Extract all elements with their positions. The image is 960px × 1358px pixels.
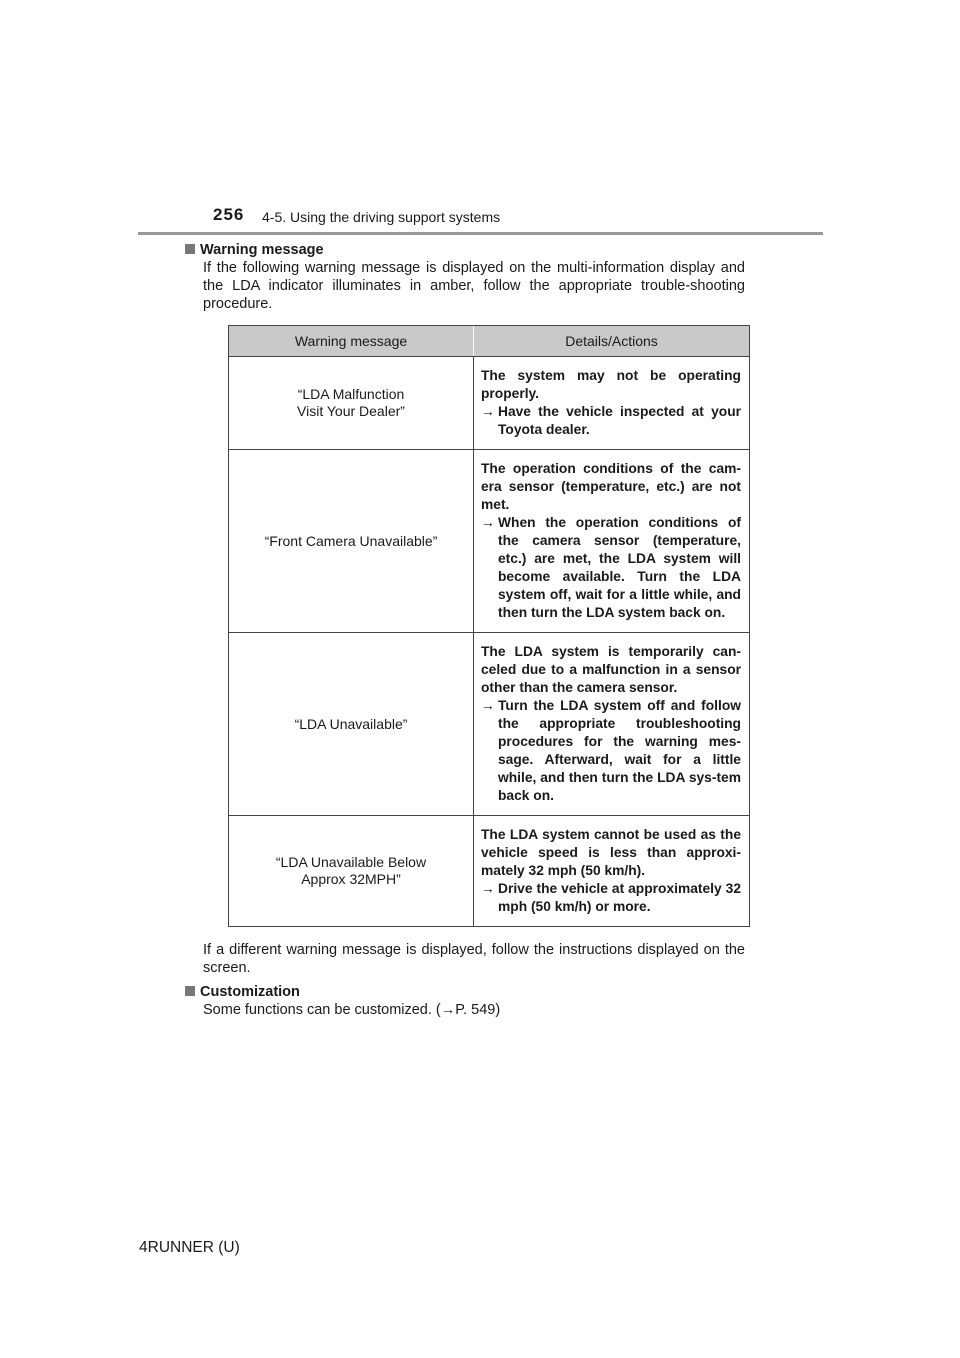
action-item: → Drive the vehicle at approximately 32 mph (50 km/h) or more. bbox=[481, 881, 741, 914]
warning-message-cell: “LDA Unavailable” bbox=[229, 633, 474, 816]
details-cell bbox=[474, 450, 750, 633]
action-item: → Turn the LDA system off and follow the appropriate troubleshooting procedures for the warning mes-sage. Afterward, wait for a little while, and then turn the LDA sys-tem back on. bbox=[481, 698, 741, 803]
footer-model-label: 4RUNNER (U) bbox=[139, 1239, 240, 1256]
customization-heading: Customization bbox=[185, 983, 745, 1001]
details-text: The LDA system cannot be used as the vehicle speed is less than approxi-mately 32 mph (50 km/h). bbox=[481, 827, 741, 878]
page-reference-link[interactable]: P. 549 bbox=[455, 1002, 496, 1018]
square-bullet-icon bbox=[185, 986, 195, 996]
header-divider bbox=[138, 232, 823, 235]
details-cell bbox=[474, 816, 750, 927]
details-text: The LDA system is temporarily can-celed due to a malfunction in a sensor other than the camera sensor. bbox=[481, 644, 741, 695]
table-row bbox=[229, 357, 750, 450]
warning-message-cell: “LDA Unavailable Below Approx 32MPH” bbox=[229, 816, 474, 927]
table-row bbox=[229, 450, 750, 633]
customization-text: Some functions can be customized. (→P. 549) bbox=[203, 1002, 501, 1018]
arrow-right-icon: → bbox=[481, 515, 495, 530]
table-row bbox=[229, 816, 750, 927]
table-row bbox=[229, 633, 750, 816]
action-item: → Have the vehicle inspected at your Toyota dealer. bbox=[481, 404, 741, 437]
details-cell bbox=[474, 357, 750, 450]
warning-note: If a different warning message is displayed, follow the instructions displayed on the screen. bbox=[203, 942, 745, 976]
arrow-right-icon: → bbox=[481, 881, 495, 896]
warning-message-cell: “LDA Malfunction Visit Your Dealer” bbox=[229, 357, 474, 450]
details-text: The system may not be operating properly. bbox=[481, 368, 741, 401]
warning-table bbox=[228, 325, 750, 927]
page-content bbox=[185, 241, 745, 1019]
table-header-row bbox=[229, 326, 750, 357]
page-number: 256 bbox=[213, 205, 245, 224]
col-header-warning-message: Warning message bbox=[229, 326, 474, 357]
square-bullet-icon bbox=[185, 244, 195, 254]
action-item: → When the operation conditions of the camera sensor (temperature, etc.) are met, the LDA system will become available. Turn the LDA system off, wait for a little while, and then turn the LDA system back on. bbox=[481, 515, 741, 620]
details-cell bbox=[474, 633, 750, 816]
arrow-right-icon: → bbox=[440, 1002, 456, 1018]
warning-intro: If the following warning message is displayed on the multi-information display and the LDA indicator illuminates in amber, follow the appropriate trouble-shooting procedure. bbox=[203, 260, 745, 312]
col-header-details-actions: Details/Actions bbox=[474, 326, 750, 357]
warning-message-heading: Warning message bbox=[185, 241, 745, 259]
section-title: 4-5. Using the driving support systems bbox=[262, 209, 501, 225]
arrow-right-icon: → bbox=[481, 698, 495, 713]
details-text: The operation conditions of the cam-era sensor (temperature, etc.) are not met. bbox=[481, 461, 741, 512]
arrow-right-icon: → bbox=[481, 404, 495, 419]
warning-message-cell: “Front Camera Unavailable” bbox=[229, 450, 474, 633]
